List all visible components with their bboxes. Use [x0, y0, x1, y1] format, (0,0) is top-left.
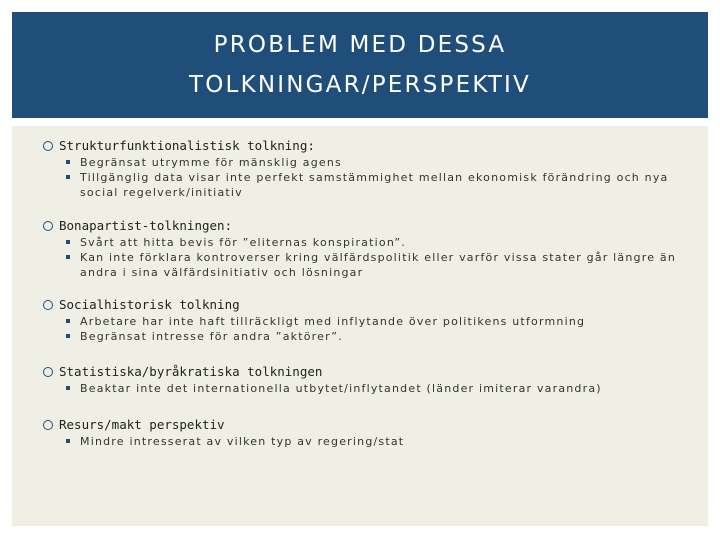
section-heading-text: Socialhistorisk tolkning [59, 297, 240, 312]
square-bullet-icon [66, 175, 70, 179]
circle-bullet-icon [43, 420, 53, 430]
sub-list [12, 314, 708, 344]
section-heading [12, 218, 708, 234]
section-heading-text: Bonapartist-tolkningen: [59, 218, 233, 233]
content-panel [12, 126, 708, 526]
list-item-text: Begränsat intresse för andra ”aktörer”. [80, 330, 343, 343]
sub-list [12, 434, 708, 449]
section-heading-text: Strukturfunktionalistisk tolkning: [59, 138, 315, 153]
list-item-text: Mindre intresserat av vilken typ av regering/stat [80, 435, 405, 448]
circle-bullet-icon [43, 141, 53, 151]
list-item [12, 434, 708, 449]
list-item-text: Tillgänglig data visar inte perfekt samstämmighet mellan ekonomisk förändring och nya social regelverk/initiativ [80, 171, 669, 199]
section-statistiska [12, 364, 708, 396]
circle-bullet-icon [43, 300, 53, 310]
square-bullet-icon [66, 255, 70, 259]
square-bullet-icon [66, 319, 70, 323]
square-bullet-icon [66, 439, 70, 443]
square-bullet-icon [66, 386, 70, 390]
sub-list [12, 155, 708, 200]
section-strukturfunktionalistisk [12, 138, 708, 200]
list-item [12, 155, 708, 170]
list-item [12, 314, 708, 329]
list-item-text: Kan inte förklara kontroverser kring välfärdspolitik eller varför vissa stater går längre än andra i sina välfärdsinitiativ och lösningar [80, 251, 676, 279]
slide-title: PROBLEM MED DESSA TOLKNINGAR/PERSPEKTIV [189, 32, 531, 98]
list-item [12, 170, 708, 200]
square-bullet-icon [66, 240, 70, 244]
square-bullet-icon [66, 334, 70, 338]
list-item-text: Beaktar inte det internationella utbytet/inflytandet (länder imiterar varandra) [80, 382, 602, 395]
square-bullet-icon [66, 160, 70, 164]
section-bonapartist [12, 218, 708, 280]
section-heading-text: Resurs/makt perspektiv [59, 417, 225, 432]
section-heading [12, 417, 708, 433]
list-item [12, 250, 708, 280]
section-heading [12, 364, 708, 380]
list-item-text: Arbetare har inte haft tillräckligt med inflytande över politikens utformning [80, 315, 586, 328]
section-heading [12, 138, 708, 154]
list-item-text: Svårt att hitta bevis för ”eliternas konspiration”. [80, 236, 406, 249]
sub-list [12, 381, 708, 396]
circle-bullet-icon [43, 367, 53, 377]
list-item-text: Begränsat utrymme för mänsklig agens [80, 156, 342, 169]
list-item [12, 235, 708, 250]
section-heading-text: Statistiska/byråkratiska tolkningen [59, 364, 323, 379]
section-resurs-makt [12, 417, 708, 449]
section-heading [12, 297, 708, 313]
section-socialhistorisk [12, 297, 708, 344]
list-item [12, 329, 708, 344]
sub-list [12, 235, 708, 280]
circle-bullet-icon [43, 221, 53, 231]
list-item [12, 381, 708, 396]
title-bar [12, 12, 708, 118]
